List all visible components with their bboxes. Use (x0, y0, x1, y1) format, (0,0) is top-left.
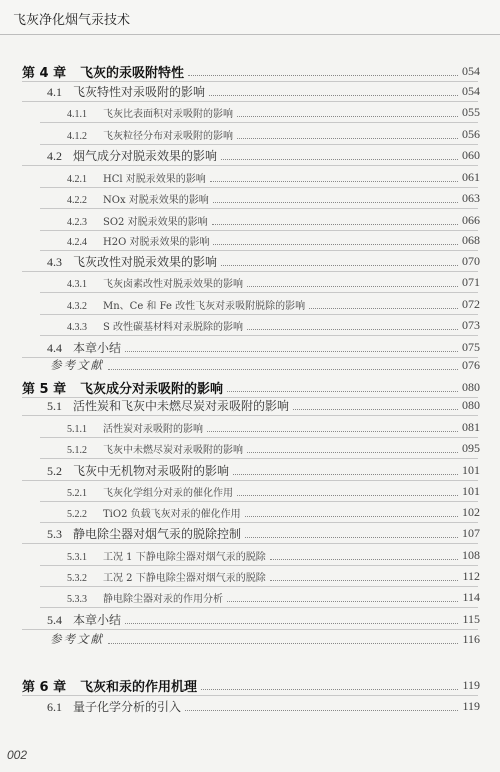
toc-entry-label (67, 275, 243, 290)
toc-entry-number: 4.1.2 (67, 130, 87, 142)
toc-entry[interactable] (0, 503, 500, 521)
row-separator (40, 335, 478, 336)
toc-entry[interactable] (0, 211, 500, 229)
toc-entry-number: 4.2 (47, 148, 62, 163)
toc-entry-number: 4.3.2 (67, 300, 87, 312)
toc-entry-number: 5.1.1 (67, 423, 87, 435)
toc-entry-title: 参考文献 (50, 358, 104, 372)
toc-entry-label (47, 253, 217, 270)
dot-leader (247, 328, 458, 330)
toc-entry-number: 5.1.2 (67, 444, 87, 456)
toc-entry-title: H2O 对脱汞效果的影响 (103, 236, 210, 248)
toc-entry-label (67, 105, 233, 120)
toc-page-number: 107 (462, 525, 480, 540)
toc-entry-label (67, 170, 206, 185)
toc-entry[interactable] (0, 524, 500, 542)
dot-leader (270, 579, 459, 581)
toc-page-number: 102 (462, 504, 480, 519)
toc-entry-title: S 改性碳基材料对汞脱除的影响 (103, 321, 244, 333)
toc-entry[interactable] (0, 189, 500, 207)
toc-entry-number: 5.3 (47, 526, 62, 541)
toc-entry-label (47, 698, 181, 715)
row-separator (22, 543, 478, 544)
toc-entry-label (67, 590, 223, 605)
toc-references-entry[interactable] (0, 630, 500, 648)
toc-entry-label (67, 127, 233, 142)
toc-entry-title: 静电除尘器对汞的作用分析 (103, 593, 223, 605)
dot-leader (237, 494, 458, 496)
row-separator (22, 695, 478, 696)
toc-entry-number: 第 4 章 (22, 65, 67, 81)
row-separator (40, 565, 478, 566)
toc-entry[interactable] (0, 439, 500, 457)
toc-page-number: 101 (462, 483, 480, 498)
toc-entry[interactable] (0, 588, 500, 606)
toc-entry-title: 飞灰化学组分对汞的催化作用 (103, 487, 233, 499)
toc-entry-number: 4.4 (47, 340, 62, 355)
toc-entry-number: 5.4 (47, 612, 62, 627)
toc-entry-title: NOx 对脱汞效果的影响 (103, 194, 209, 206)
toc-page-number: 055 (462, 104, 480, 119)
toc-entry-title: 工况 2 下静电除尘器对烟气汞的脱除 (103, 572, 266, 584)
dot-leader (293, 408, 458, 410)
toc-page-number: 075 (462, 339, 480, 354)
toc-page-number: 070 (462, 253, 480, 268)
dot-leader (309, 307, 458, 309)
dot-leader (188, 74, 458, 76)
toc-entry-title: 本章小结 (73, 612, 122, 627)
row-separator (40, 437, 478, 438)
toc-entry-label (67, 441, 243, 456)
toc-page-number: 060 (462, 147, 480, 162)
toc-entry-number: 5.2.2 (67, 508, 87, 520)
dot-leader (227, 390, 458, 392)
toc-entry-title: 飞灰和汞的作用机理 (80, 679, 198, 695)
toc-entry-label (47, 83, 205, 100)
toc-entry-label (67, 191, 209, 206)
toc-chapter-entry[interactable] (0, 378, 500, 396)
row-separator (40, 250, 478, 251)
toc-chapter-entry[interactable] (0, 676, 500, 694)
dot-leader (212, 223, 458, 225)
dot-leader (213, 201, 458, 203)
toc-entry-title: 烟气成分对脱汞效果的影响 (73, 148, 218, 163)
toc-page-number: 068 (462, 232, 480, 247)
toc-page-number: 095 (462, 440, 480, 455)
toc-entry-number: 第 6 章 (22, 679, 67, 695)
dot-leader (201, 688, 458, 690)
toc-entry-number: 6.1 (47, 699, 62, 714)
toc-page-number: 108 (462, 547, 480, 562)
toc-entry-number: 4.2.1 (67, 173, 87, 185)
toc-entry-title: 活性炭对汞吸附的影响 (103, 423, 203, 435)
toc-entry-title: 飞灰特性对汞吸附的影响 (73, 84, 206, 99)
row-separator (40, 458, 478, 459)
toc-entry[interactable] (0, 338, 500, 356)
row-separator (22, 101, 478, 102)
toc-entry-label (67, 233, 209, 248)
toc-page-number: 080 (462, 379, 480, 394)
toc-entry-number: 4.3.1 (67, 278, 87, 290)
toc-entry-title: 飞灰中未燃尽炭对汞吸附的影响 (103, 444, 243, 456)
toc-chapter-entry[interactable] (0, 62, 500, 80)
dot-leader (247, 285, 458, 287)
toc-entry-title: 飞灰中无机物对汞吸附的影响 (73, 463, 230, 478)
toc-entry[interactable] (0, 82, 500, 100)
toc-entry-label (50, 357, 104, 373)
dot-leader (221, 264, 458, 266)
toc-entry-label (67, 505, 241, 520)
toc-entry-number: 4.3 (47, 254, 62, 269)
toc-entry-number: 5.3.2 (67, 572, 87, 584)
toc-entry[interactable] (0, 316, 500, 334)
dot-leader (221, 158, 458, 160)
toc-entry[interactable] (0, 252, 500, 270)
dot-leader (237, 137, 458, 139)
dot-leader (108, 642, 458, 644)
toc-page-number: 054 (462, 63, 480, 78)
toc-entry[interactable] (0, 610, 500, 628)
toc-entry-title: 飞灰比表面积对汞吸附的影响 (103, 108, 233, 120)
row-separator (40, 187, 478, 188)
row-separator (40, 208, 478, 209)
toc-entry-label (67, 484, 233, 499)
toc-entry-number: 5.3.3 (67, 593, 87, 605)
toc-entry-title: SO2 对脱汞效果的影响 (103, 216, 208, 228)
toc-page-number: 101 (462, 462, 480, 477)
toc-page-number: 071 (462, 274, 480, 289)
toc-page-number: 076 (462, 357, 480, 372)
row-separator (22, 165, 478, 166)
row-separator (22, 480, 478, 481)
toc-page-number: 119 (462, 698, 480, 713)
toc-entry[interactable] (0, 418, 500, 436)
row-separator (40, 607, 478, 608)
book-title: 飞灰净化烟气汞技术 (13, 13, 131, 28)
toc-entry-number: 5.1 (47, 398, 62, 413)
toc-entry-label (47, 611, 121, 628)
dot-leader (270, 558, 458, 560)
dot-leader (233, 473, 458, 475)
toc-entry-label (67, 420, 203, 435)
toc-entry-label (67, 297, 305, 312)
toc-entry[interactable] (0, 125, 500, 143)
dot-leader (245, 536, 458, 538)
dot-leader (209, 94, 458, 96)
toc-entry-label (67, 569, 266, 584)
toc-entry-label (22, 676, 197, 695)
toc-entry[interactable] (0, 567, 500, 585)
row-separator (22, 271, 478, 272)
toc-entry[interactable] (0, 697, 500, 715)
row-separator (40, 586, 478, 587)
toc-entry-title: 飞灰卤素改性对脱汞效果的影响 (103, 278, 243, 290)
row-separator (40, 122, 478, 123)
toc-entry-number: 4.2.4 (67, 236, 87, 248)
dot-leader (245, 515, 458, 517)
dot-leader (227, 600, 458, 602)
dot-leader (237, 115, 458, 117)
toc-entry-label (50, 631, 104, 647)
dot-leader (125, 350, 458, 352)
toc-entry-label (47, 525, 241, 542)
toc-entry-number: 4.3.3 (67, 321, 87, 333)
toc-entry-label (67, 318, 243, 333)
toc-page-number: 073 (462, 317, 480, 332)
toc-entry-title: 参考文献 (50, 632, 104, 646)
toc-entry-label (47, 462, 229, 479)
toc-entry-title: 量子化学分析的引入 (73, 699, 182, 714)
row-separator (40, 522, 478, 523)
toc-entry-title: 飞灰的汞吸附特性 (80, 65, 185, 81)
toc-page-number: 080 (462, 397, 480, 412)
dot-leader (210, 180, 458, 182)
toc-entry-number: 4.2.2 (67, 194, 87, 206)
toc-entry-number: 4.1 (47, 84, 62, 99)
toc-entry-label (47, 147, 217, 164)
toc-entry-label (22, 378, 223, 397)
row-separator (40, 501, 478, 502)
toc-page-number: 116 (462, 631, 480, 646)
toc-entry-title: HCl 对脱汞效果的影响 (103, 173, 206, 185)
toc-page-number: 115 (462, 611, 480, 626)
toc-entry[interactable] (0, 295, 500, 313)
toc-entry-label (47, 397, 289, 414)
toc-entry-label (67, 213, 208, 228)
toc-entry-title: TiO2 负载飞灰对汞的催化作用 (103, 508, 241, 520)
toc-entry[interactable] (0, 103, 500, 121)
toc-entry-title: 飞灰粒径分布对汞吸附的影响 (103, 130, 233, 142)
toc-entry[interactable] (0, 396, 500, 414)
toc-entry-title: 飞灰成分对汞吸附的影响 (80, 381, 224, 397)
toc-entry-number: 4.2.3 (67, 216, 87, 228)
toc-page-number: 072 (462, 296, 480, 311)
toc-entry[interactable] (0, 231, 500, 249)
toc-entry-title: Mn、Ce 和 Fe 改性飞灰对汞吸附脱除的影响 (103, 300, 306, 312)
toc-entry[interactable] (0, 273, 500, 291)
toc-page-number: 114 (462, 589, 480, 604)
toc-entry-title: 静电除尘器对烟气汞的脱除控制 (73, 526, 242, 541)
toc-entry[interactable] (0, 461, 500, 479)
toc-entry[interactable] (0, 482, 500, 500)
toc-entry-title: 飞灰改性对脱汞效果的影响 (73, 254, 218, 269)
toc-entry[interactable] (0, 146, 500, 164)
toc-entry-label (67, 548, 266, 563)
toc-page-number: 066 (462, 212, 480, 227)
dot-leader (213, 243, 458, 245)
toc-entry-number: 5.3.1 (67, 551, 87, 563)
dot-leader (185, 709, 458, 711)
toc-entry-label (22, 62, 184, 81)
toc-entry-number: 5.2.1 (67, 487, 87, 499)
toc-page-number: 063 (462, 190, 480, 205)
toc-page-number: 056 (462, 126, 480, 141)
toc-entry-title: 工况 1 下静电除尘器对烟气汞的脱除 (103, 551, 266, 563)
page-number: 002 (7, 748, 28, 762)
row-separator (40, 144, 478, 145)
toc-page-number: 119 (462, 677, 480, 692)
toc-entry-title: 活性炭和飞灰中未燃尽炭对汞吸附的影响 (73, 398, 290, 413)
toc-entry[interactable] (0, 546, 500, 564)
toc-entry-number: 5.2 (47, 463, 62, 478)
toc-entry-number: 4.1.1 (67, 108, 87, 120)
toc-page-number: 112 (462, 568, 480, 583)
dot-leader (247, 451, 458, 453)
row-separator (22, 415, 478, 416)
row-separator (40, 292, 478, 293)
toc-references-entry[interactable] (0, 356, 500, 374)
toc-entry[interactable] (0, 168, 500, 186)
row-separator (40, 314, 478, 315)
dot-leader (108, 368, 458, 370)
toc-entry-label (47, 339, 121, 356)
toc-entry-number: 第 5 章 (22, 381, 67, 397)
toc-page-number: 081 (462, 419, 480, 434)
dot-leader (125, 622, 458, 624)
toc-page-number: 054 (462, 83, 480, 98)
toc-page-number: 061 (462, 169, 480, 184)
toc-entry-title: 本章小结 (73, 340, 122, 355)
dot-leader (207, 430, 458, 432)
